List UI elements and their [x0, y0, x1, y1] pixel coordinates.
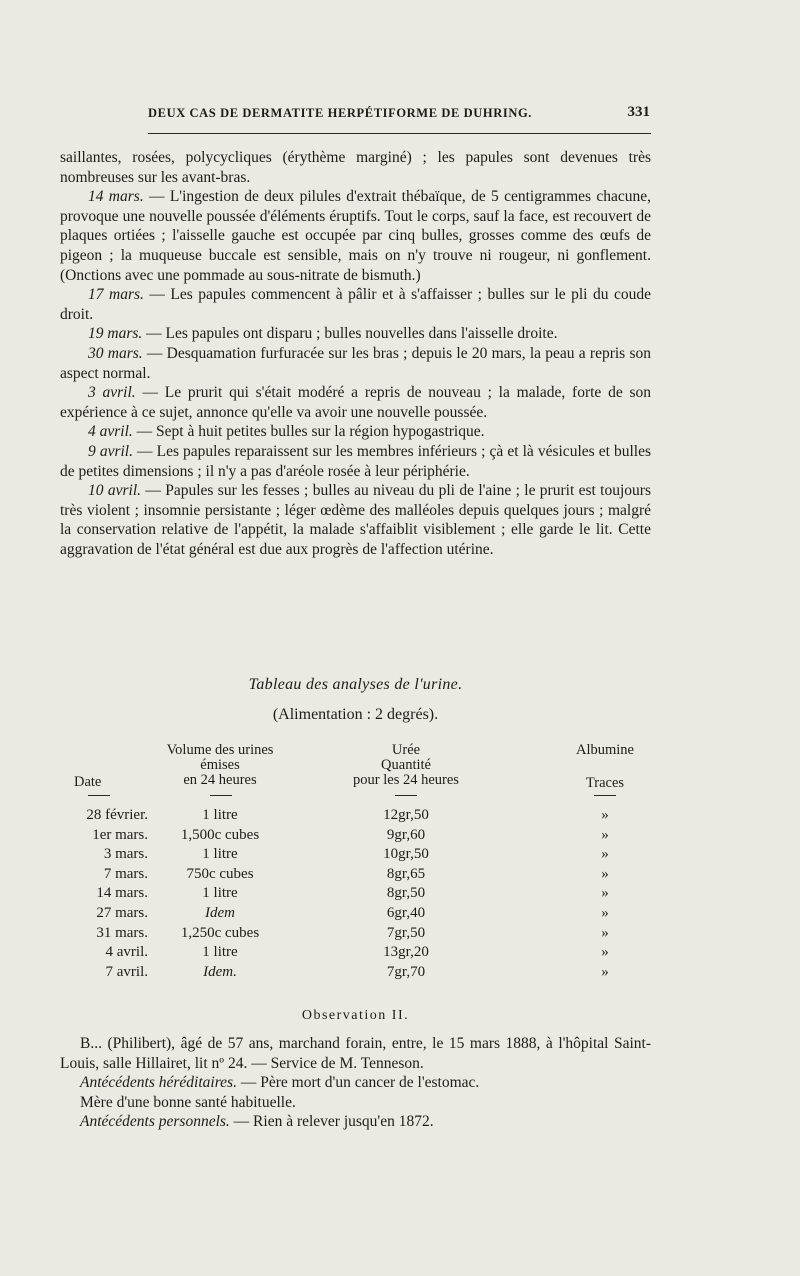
header-volume: Volume des urines émises en 24 heures [166, 742, 274, 788]
cell-albumine: » [601, 963, 609, 980]
table-row [0, 944, 800, 964]
paragraph: Antécédents héréditaires. — Père mort d'un cancer de l'estomac. [80, 1074, 480, 1092]
cell-uree: 6gr,40 [386, 905, 426, 921]
cell-volume: 1,250c cubes [180, 924, 260, 941]
cell-albumine: » [601, 905, 609, 921]
cell-volume: 1 litre [202, 846, 238, 863]
paragraph: saillantes, rosées, polycycliques (érythème marginé) ; les papules sont devenues très nombreuses sur les avant-bras. [60, 149, 651, 186]
table-title: Tableau des analyses de l'urine. [248, 676, 463, 693]
cell-date: 7 avril. [105, 963, 148, 980]
cell-uree: 7gr,70 [386, 963, 426, 980]
cell-uree: 12gr,50 [383, 807, 429, 823]
entry-date: 17 mars. [88, 286, 144, 304]
paragraph: 3 avril. — Le prurit qui s'était modéré a repris de nouveau ; la malade, forte de son expérience à ce sujet, annonce qu'elle va avoir une nouvelle poussée. [60, 384, 652, 421]
cell-volume: 1 litre [202, 944, 238, 961]
clinical-notes [60, 148, 651, 559]
cell-volume: 1,500c cubes [180, 826, 260, 843]
header-dash [594, 795, 616, 796]
cell-albumine: » [601, 846, 609, 863]
cell-uree: 13gr,20 [383, 944, 429, 961]
paragraph: 9 avril. — Les papules reparaissent sur les membres inférieurs ; çà et là vésicules et bulles de petites dimensions ; il n'y a pas d'aréole rosée à leur périphérie. [60, 442, 651, 480]
observation-text [60, 1034, 651, 1132]
entry-date: 14 mars. [88, 188, 144, 206]
paragraph: Mère d'une bonne santé habituelle. [80, 1093, 296, 1111]
entry-date: 30 mars. [88, 344, 143, 362]
table-row [0, 964, 800, 984]
table-subtitle: (Alimentation : 2 degrés). [272, 706, 439, 723]
table-row [0, 827, 800, 847]
cell-albumine: » [601, 885, 609, 902]
header-uree: Urée Quantité pour les 24 heures [353, 742, 459, 788]
entry-date: 9 avril. [88, 442, 133, 460]
cell-date: 31 mars. [96, 924, 148, 941]
observation-title: Observation II. [301, 1008, 410, 1023]
table-row [0, 885, 800, 905]
paragraph: B... (Philibert), âgé de 57 ans, marchand forain, entre, le 15 mars 1888, à l'hôpital Saint-Louis, salle Hillairet, lit nº 24. — Service de M. Tenneson. [60, 1035, 651, 1072]
cell-date: 14 mars. [96, 885, 148, 902]
cell-date: 28 février. [86, 807, 148, 823]
paragraph: Antécédents personnels. — Rien à relever jusqu'en 1872. [80, 1113, 434, 1131]
cell-volume: 1 litre [202, 885, 238, 902]
cell-date: 7 mars. [103, 865, 148, 882]
paragraph: 17 mars. — Les papules commencent à pâlir et à s'affaisser ; bulles sur le pli du coude droit. [60, 286, 651, 323]
cell-volume: Idem [205, 905, 235, 921]
cell-albumine: » [601, 865, 609, 882]
cell-date: 3 mars. [103, 846, 148, 863]
cell-date: 4 avril. [105, 944, 148, 961]
entry-date: 10 avril. [88, 482, 142, 500]
cell-uree: 8gr,65 [386, 865, 426, 882]
cell-date: 27 mars. [96, 905, 148, 921]
paragraph: 30 mars. — Desquamation furfuracée sur les bras ; depuis le 20 mars, la peau a repris son aspect normal. [60, 344, 651, 382]
table-row [0, 905, 800, 925]
paragraph: 14 mars. — L'ingestion de deux pilules d'extrait thébaïque, de 5 centigrammes chacune, provoque une nouvelle poussée d'éléments éruptifs. Tout le corps, sauf la face, est recouvert de plaques ortiées ; l'aisselle gauche est occupée par cinq bulles, grosses comme des œufs de pigeon ; la muqueuse buccale est sensible, mais on n'y trouve ni rougeur, ni gonflement. (Onctions avec une pommade au sous-nitrate de bismuth.) [60, 188, 651, 284]
header-dash [210, 795, 232, 796]
entry-date: 4 avril. [88, 423, 133, 441]
header-albumine: Albumine Traces [576, 742, 634, 791]
table-row [0, 925, 800, 945]
running-title: DEUX CAS DE DERMATITE HERPÉTIFORME DE DUHRING. [148, 106, 532, 120]
cell-uree: 10gr,50 [383, 846, 429, 863]
cell-volume: 750c cubes [186, 865, 254, 882]
cell-albumine: » [601, 924, 609, 941]
paragraph: 10 avril. — Papules sur les fesses ; bulles au niveau du pli de l'aine ; le prurit est toujours très violent ; insomnie persistante ; léger œdème des malléoles depuis quelques jours ; malgré la conservation relative de l'appétit, la malade s'affaiblit visiblement ; elle garde le lit. Cette aggravation de l'état général est due aux progrès de l'affection utérine. [60, 482, 651, 558]
table-row [0, 846, 800, 866]
cell-volume: Idem. [203, 963, 237, 980]
cell-volume: 1 litre [202, 807, 238, 823]
header-date: Date [74, 774, 102, 790]
page-number: 331 [627, 104, 650, 120]
header-dash [88, 795, 110, 796]
entry-date: 3 avril. [88, 384, 136, 402]
cell-uree: 7gr,50 [386, 924, 426, 941]
cell-uree: 8gr,50 [386, 885, 426, 902]
cell-albumine: » [601, 944, 609, 961]
cell-albumine: » [601, 826, 609, 843]
paragraph: 4 avril. — Sept à huit petites bulles sur la région hypogastrique. [88, 423, 485, 441]
paragraph: 19 mars. — Les papules ont disparu ; bulles nouvelles dans l'aisselle droite. [88, 325, 558, 343]
entry-date: 19 mars. [88, 325, 143, 343]
cell-albumine: » [601, 807, 609, 823]
header-rule [148, 133, 651, 134]
cell-uree: 9gr,60 [386, 826, 426, 843]
table-row [0, 866, 800, 886]
cell-date: 1er mars. [92, 826, 148, 843]
header-dash [395, 795, 417, 796]
table-row [0, 807, 800, 827]
